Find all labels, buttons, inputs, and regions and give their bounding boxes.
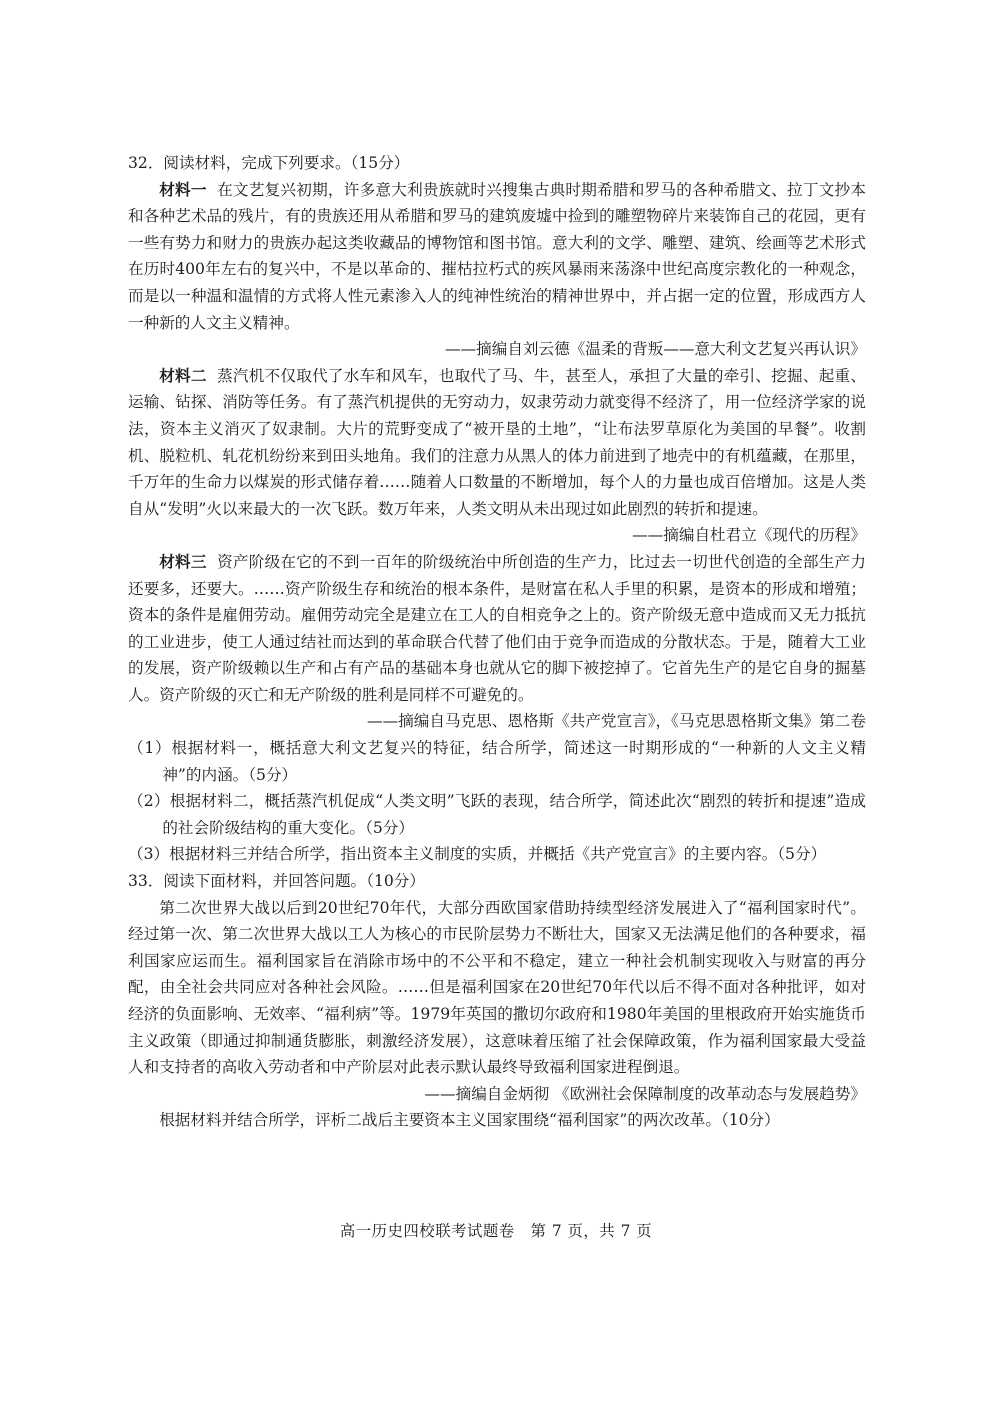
material-1-source: ——摘编自刘云德《温柔的背叛——意大利文艺复兴再认识》 [444, 340, 866, 359]
question-33-question: 根据材料并结合所学，评析二战后主要资本主义国家围绕“福利国家”的两次改革。（10分） [159, 1111, 780, 1130]
material-3-text: 资产阶级在它的不到一百年的阶级统治中所创造的生产力，比过去一切世代创造的全部生产力还要多，还要大。……资产阶级生存和统治的根本条件，是财富在私人手里的积累，是资本的形成和增殖；资本的条件是雇佣劳动。雇佣劳动完全是建立在工人的自相竞争之上的。资产阶级无意中造成而又无力抵抗的工业进步，使工人通过结社而达到的革命联合代替了他们由于竞争而造成的分散状态。于是，随着大工业的发展，资产阶级赖以生产和占有产品的基础本身也就从它的脚下被挖掉了。它首先生产的是它自身的掘墓人。资产阶级的灭亡和无产阶级的胜利是同样不可避免的。 [128, 552, 866, 704]
material-1 [128, 177, 866, 337]
material-2 [128, 363, 866, 523]
material-1-label: 材料一 [159, 179, 207, 199]
page-content [128, 150, 866, 1134]
material-1-text: 在文艺复兴初期，许多意大利贵族就时兴搜集古典时期希腊和罗马的各种希腊文、拉丁文抄本和各种艺术品的残片，有的贵族还用从希腊和罗马的建筑废墟中捡到的雕塑物碎片来装饰自己的花园，更有一些有势力和财力的贵族办起这类收藏品的博物馆和图书馆。意大利的文学、雕塑、建筑、绘画等艺术形式在历时400年左右的复兴中，不是以革命的、摧枯拉朽式的疾风暴雨来荡涤中世纪高度宗教化的一种观念，而是以一种温和温情的方式将人性元素渗入人的纯神性统治的精神世界中，并占据一定的位置，形成西方人一种新的人文主义精神。 [128, 180, 866, 332]
material-2-source: ——摘编自杜君立《现代的历程》 [632, 526, 866, 545]
material-2-text: 蒸汽机不仅取代了水车和风车，也取代了马、牛，甚至人，承担了大量的牵引、挖掘、起重、运输、钻探、消防等任务。有了蒸汽机提供的无穷动力，奴隶劳动力就变得不经济了，用一位经济学家的说法，资本主义消灭了奴隶制。大片的荒野变成了“被开垦的土地”，“让布法罗草原化为美国的早餐”。收割机、脱粒机、轧花机纷纷来到田头地角。我们的注意力从黑人的体力前进到了地壳中的有机蕴藏，在那里，千万年的生命力以煤炭的形式储存着……随着人口数量的不断增加，每个人的力量也成百倍增加。这是人类自从“发明”火以来最大的一次飞跃。数万年来，人类文明从未出现过如此剧烈的转折和提速。 [128, 366, 866, 518]
question-32-sub-1: （1）根据材料一，概括意大利文艺复兴的特征，结合所学，简述这一时期形成的“一种新的人文主义精神”的内涵。（5分） [128, 739, 866, 784]
question-32-sub-3: （3）根据材料三并结合所学，指出资本主义制度的实质，并概括《共产党宣言》的主要内容。（5分） [128, 845, 827, 864]
material-3-source: ——摘编自马克思、恩格斯《共产党宣言》，《马克思恩格斯文集》第二卷 [367, 712, 866, 731]
material-3-label: 材料三 [159, 551, 207, 571]
material-3 [128, 549, 866, 709]
question-33-material: 第二次世界大战以后到20世纪70年代，大部分西欧国家借助持续型经济发展进入了“福利国家时代”。经过第一次、第二次世界大战以工人为核心的市民阶层势力不断壮大，国家又无法满足他们的各种要求，福利国家应运而生。福利国家旨在消除市场中的不公平和不稳定，建立一种社会机制实现收入与财富的再分配，由全社会共同应对各种社会风险。……但是福利国家在20世纪70年代以后不得不面对各种批评，如对经济的负面影响、无效率、“福利病”等。1979年英国的撒切尔政府和1980年美国的里根政府开始实施货币主义政策（即通过抑制通货膨胀，刺激经济发展），这意味着压缩了社会保障政策，作为福利国家最大受益人和支持者的高收入劳动者和中产阶层对此表示默认最终导致福利国家进程倒退。 [128, 898, 866, 1077]
question-33-title: 33．阅读下面材料，并回答问题。（10分） [128, 872, 425, 891]
question-33-source: ——摘编自金炳彻 《欧洲社会保障制度的改革动态与发展趋势》 [424, 1084, 866, 1103]
material-2-label: 材料二 [159, 365, 207, 385]
page-footer: 高一历史四校联考试题卷 第 7 页，共 7 页 [339, 1222, 653, 1240]
question-32-title: 32．阅读材料，完成下列要求。（15分） [128, 154, 410, 172]
question-32-sub-2: （2）根据材料二，概括蒸汽机促成“人类文明”飞跃的表现，结合所学，简述此次“剧烈的转折和提速”造成的社会阶级结构的重大变化。（5分） [128, 792, 866, 837]
